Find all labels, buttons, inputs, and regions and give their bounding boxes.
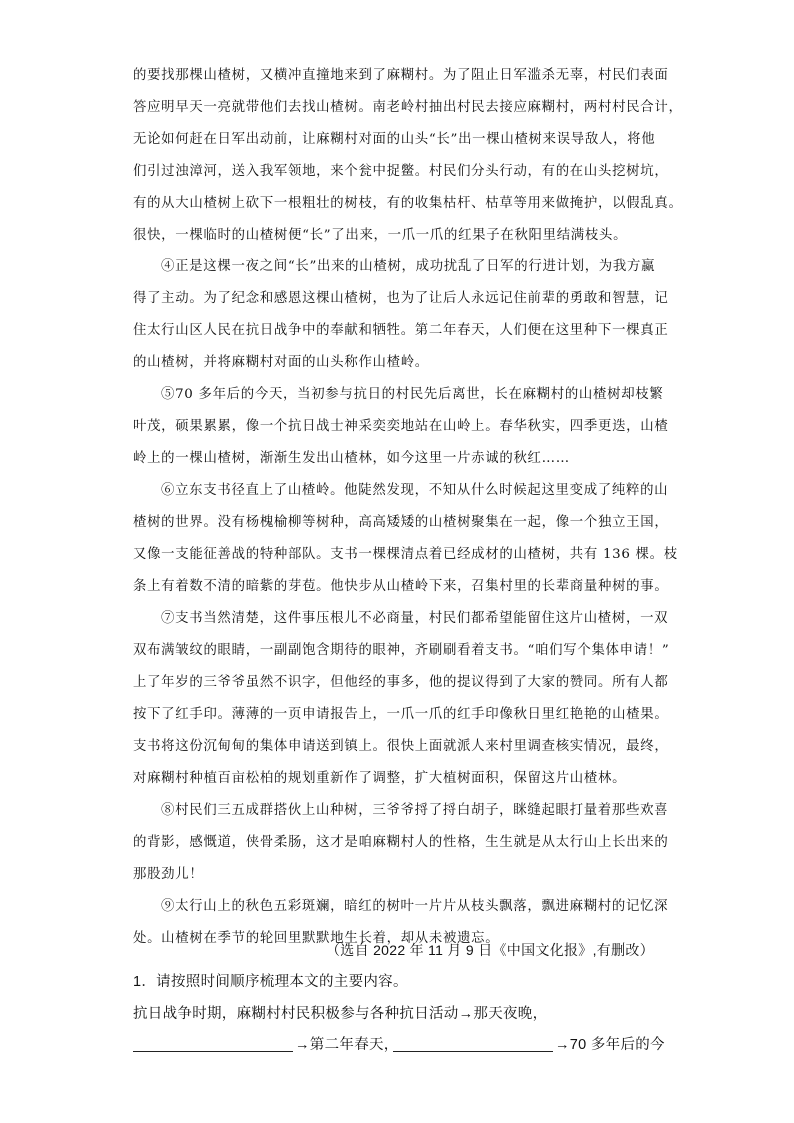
- text-line: 住太行山区人民在抗日战争中的奉献和牺牲。第二年春天，人们便在这里种下一棵真正: [133, 323, 669, 338]
- answer-segment-3: →70 多年后的今: [555, 1037, 665, 1053]
- text-line: 上了年岁的三爷爷虽然不识字，但他经的事多，他的提议得到了大家的赞同。所有人都: [133, 675, 669, 690]
- text-line: 楂树的世界。没有杨槐榆柳等树种，高高矮矮的山楂树聚集在一起，像一个独立王国，: [133, 515, 669, 530]
- text-line: 无论如何赶在日军出动前，让麻糊村对面的山头“长”出一棵山楂树来误导敌人，将他: [133, 132, 656, 147]
- text-line: 那股劲儿！: [133, 867, 204, 882]
- text-line: 的山楂树，并将麻糊村对面的山头称作山楂岭。: [133, 355, 429, 370]
- text-line: 很快，一棵临时的山楂树便“长”了出来，一爪一爪的红果子在秋阳里结满枝头。: [133, 228, 628, 243]
- text-line: 对麻糊村种植百亩松柏的规划重新作了调整，扩大植树面积，保留这片山楂林。: [133, 771, 627, 786]
- text-line: 处。山楂树在季节的轮回里默默地生长着，却从未被遗忘。: [133, 931, 500, 946]
- text-line: 双布满皱纹的眼睛，一副副饱含期待的眼神，齐刷刷看着支书。“咱们写个集体申请！”: [133, 643, 670, 658]
- question-text: 请按照时间顺序梳理本文的主要内容。: [156, 974, 408, 990]
- text-line: 又像一支能征善战的特种部队。支书一棵棵清点着已经成材的山楂树，共有 136 棵。枝: [133, 547, 678, 562]
- text-line: ⑦支书当然清楚，这件事压根儿不必商量，村民们都希望能留住这片山楂树，一双: [161, 611, 669, 626]
- answer-blank-1[interactable]: [133, 1051, 293, 1052]
- text-line: 支书将这份沉甸甸的集体申请送到镇上。很快上面就派人来村里调查核实情况，最终，: [133, 739, 669, 754]
- text-line: 答应明早天一亮就带他们去找山楂树。南老岭村抽出村民去接应麻糊村，两村村民合计，: [133, 100, 683, 115]
- text-line: 有的从大山楂树上砍下一根粗壮的树枝，有的收集枯杆、枯草等用来做掩护，以假乱真。: [133, 196, 683, 211]
- answer-blank-2[interactable]: [393, 1051, 553, 1052]
- answer-line-1: 抗日战争时期，麻糊村村民积极参与各种抗日活动→那天夜晚，: [133, 1006, 548, 1022]
- text-line: ⑥立东支书径直上了山楂岭。他陡然发现，不知从什么时候起这里变成了纯粹的山: [161, 483, 669, 498]
- text-line: 得了主动。为了纪念和感恩这棵山楂树，也为了让后人永远记住前辈的勇敢和智慧，记: [133, 291, 669, 306]
- text-line: 的背影，感慨道，侠骨柔肠，这才是咱麻糊村人的性格，生生就是从太行山上长出来的: [133, 835, 669, 850]
- text-line: 叶茂，硕果累累，像一个抗日战士神采奕奕地站在山岭上。春华秋实，四季更迭，山楂: [133, 419, 669, 434]
- text-line: ⑤70 多年后的今天，当初参与抗日的村民先后离世，长在麻糊村的山楂树却枝繁: [161, 387, 664, 402]
- text-line: 条上有着数不清的暗紫的芽苞。他快步从山楂岭下来，召集村里的长辈商量种树的事。: [133, 579, 669, 594]
- text-line: 的要找那棵山楂树，又横冲直撞地来到了麻糊村。为了阻止日军滥杀无辜，村民们表面: [133, 68, 669, 83]
- text-line: 们引过浊漳河，送入我军领地，来个瓮中捉鳖。村民们分头行动，有的在山头挖树坑，: [133, 164, 669, 179]
- text-line: ④正是这棵一夜之间“长”出来的山楂树，成功扰乱了日军的行进计划，为我方赢: [161, 259, 656, 274]
- text-line: ⑨太行山上的秋色五彩斑斓，暗红的树叶一片片从枝头飘落，飘进麻糊村的记忆深: [161, 899, 669, 914]
- text-line: 岭上的一棵山楂树，渐渐生发出山楂林，如今这里一片赤诚的秋红……: [133, 451, 570, 466]
- question-prompt: [133, 973, 408, 991]
- source-citation: （选自 2022 年 11 月 9 日《中国文化报》,有删改）: [326, 942, 654, 958]
- text-line: 按下了红手印。薄薄的一页申请报告上，一爪一爪的红手印像秋日里红艳艳的山楂果。: [133, 707, 669, 722]
- question-number: 1．: [133, 974, 157, 990]
- answer-segment-2: →第二年春天，: [295, 1037, 399, 1053]
- text-line: ⑧村民们三五成群搭伙上山种树，三爷爷捋了捋白胡子，眯缝起眼打量着那些欢喜: [161, 803, 669, 818]
